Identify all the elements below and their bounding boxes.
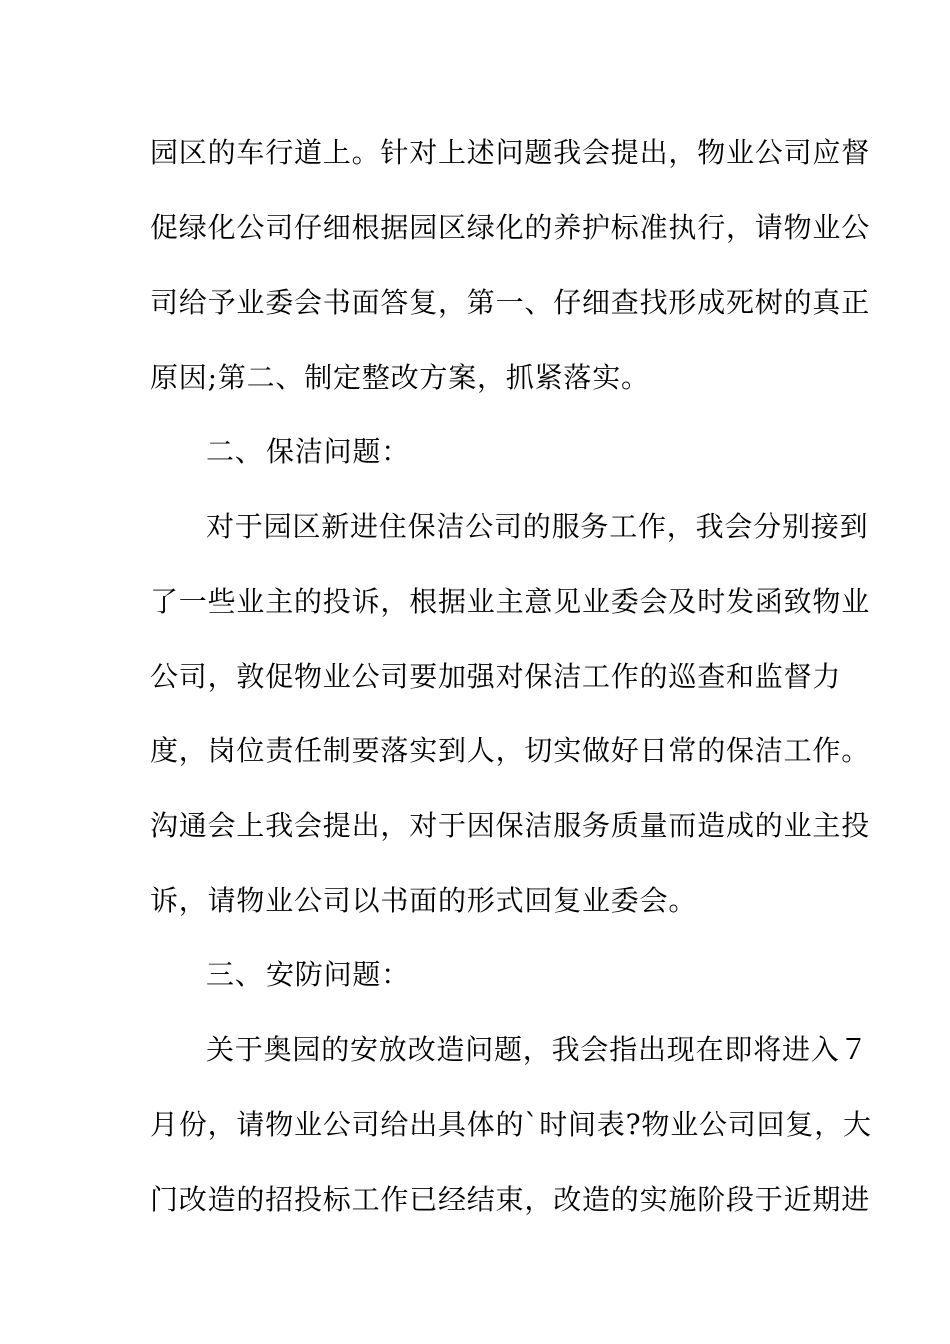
paragraph-line: 促绿化公司仔细根据园区绿化的养护标准执行，请物业公 (150, 211, 871, 244)
section-heading-security (206, 955, 856, 995)
paragraph-line: 原因;第二、制定整改方案，抓紧落实。 (150, 361, 650, 394)
paragraph-line: 对于园区新进住保洁公司的服务工作，我会分别接到 (206, 510, 869, 543)
paragraph-line: 度，岗位责任制要落实到人，切实做好日常的保洁工作。 (150, 734, 871, 767)
paragraph-line: 司给予业委会书面答复，第一、仔细查找形成死树的真正 (150, 286, 871, 319)
paragraph-line: 园区的车行道上。针对上述问题我会提出，物业公司应督 (150, 136, 871, 169)
section-title: 安防问题： (266, 958, 411, 991)
section-number: 三、 (206, 958, 264, 991)
paragraph-line: 了一些业主的投诉，根据业主意见业委会及时发函致物业 (150, 585, 871, 618)
paragraph-line: 公司，敦促物业公司要加强对保洁工作的巡查和监督力 (150, 660, 842, 693)
paragraph-line: 关于奥园的安放改造问题，我会指出现在即将进入７ (206, 1033, 869, 1066)
section-title: 保洁问题： (266, 435, 411, 468)
section-number: 二、 (206, 435, 264, 468)
paragraph-line: 诉，请物业公司以书面的形式回复业委会。 (150, 884, 698, 917)
section-heading-cleaning (206, 432, 856, 472)
paragraph-line: 门改造的招投标工作已经结束，改造的实施阶段于近期进 (150, 1183, 871, 1216)
paragraph-line: 沟通会上我会提出，对于因保洁服务质量而造成的业主投 (150, 809, 871, 842)
paragraph-line: 月份，请物业公司给出具体的`时间表?物业公司回复，大 (150, 1108, 872, 1141)
